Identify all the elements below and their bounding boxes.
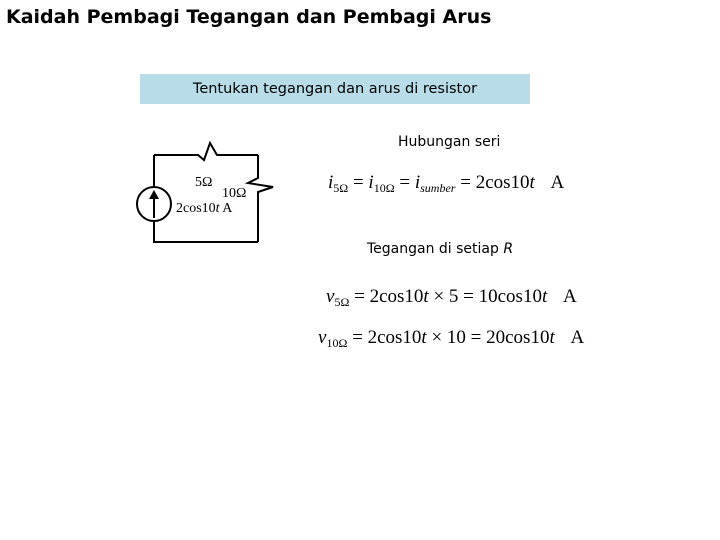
eq-v5-unit: A — [562, 286, 577, 307]
wire-bottom — [154, 222, 258, 242]
source-label-unit: A — [219, 201, 233, 216]
eq-v10-mid-var: t — [421, 327, 427, 348]
equation-v5: $v_{5\Omega} = 2\cos 10t \times 5 = 10\cos 10t$ A — [326, 286, 577, 309]
equation-current: $i_{5\Omega} = i_{10\Omega} = i_{sumber} = 2\cos 10t$ A — [328, 172, 565, 195]
eq-v10-sym: v — [318, 327, 327, 348]
eq-v5-rhs-var: t — [541, 286, 548, 307]
source-label-text: 2cos10 — [176, 201, 216, 216]
eq-current-i5: i — [328, 172, 334, 193]
eq-v5-mid-rest: × 5 — [428, 286, 459, 307]
eq-v10-mid: 2cos10 — [367, 327, 422, 348]
eq-current-isrc: i — [414, 172, 421, 193]
eq-v5-sub: 5Ω — [334, 295, 350, 309]
eq-v10-mid-rest: × 10 — [426, 327, 466, 348]
eq-current-i10: i — [368, 172, 374, 193]
eq-v10-rhs: 20cos10 — [486, 327, 550, 348]
voltage-note-var: R — [503, 241, 514, 257]
wire-top-left — [154, 143, 258, 160]
task-text: Tentukan tegangan dan arus di resistor — [192, 81, 478, 97]
eq-v5-mid-var: t — [423, 286, 429, 307]
r1-label: 5Ω — [195, 175, 213, 190]
eq-v5-mid: 2cos10 — [369, 286, 424, 307]
eq-current-unit: A — [550, 172, 565, 193]
source-label — [176, 201, 232, 217]
eq-current-rhs-var: t — [529, 172, 535, 193]
eq-current-i10-sub: 10Ω — [373, 181, 395, 195]
slide-title: Kaidah Pembagi Tegangan dan Pembagi Arus — [6, 6, 492, 28]
source-label-var: t — [215, 201, 220, 216]
eq-current-rhs: 2cos10 — [475, 172, 530, 193]
eq-current-i5-sub: 5Ω — [333, 181, 349, 195]
equation-v10: $v_{10\Omega} = 2\cos 10t \times 10 = 20\cos 10t$ A — [318, 327, 585, 350]
voltage-note-text: Tegangan di setiap — [367, 241, 504, 257]
resistor-10-zigzag — [248, 155, 273, 242]
eq-v10-sub: 10Ω — [326, 336, 348, 350]
eq-v10-rhs-var: t — [549, 327, 555, 348]
eq-v5-sym: v — [326, 286, 335, 307]
eq-current-isrc-sub: sumber — [420, 181, 456, 195]
eq-v10-unit: A — [570, 327, 585, 348]
eq-v5-rhs: 10cos10 — [478, 286, 542, 307]
series-note: Hubungan seri — [398, 134, 501, 150]
r2-label: 10Ω — [222, 186, 247, 201]
voltage-note — [367, 241, 513, 257]
